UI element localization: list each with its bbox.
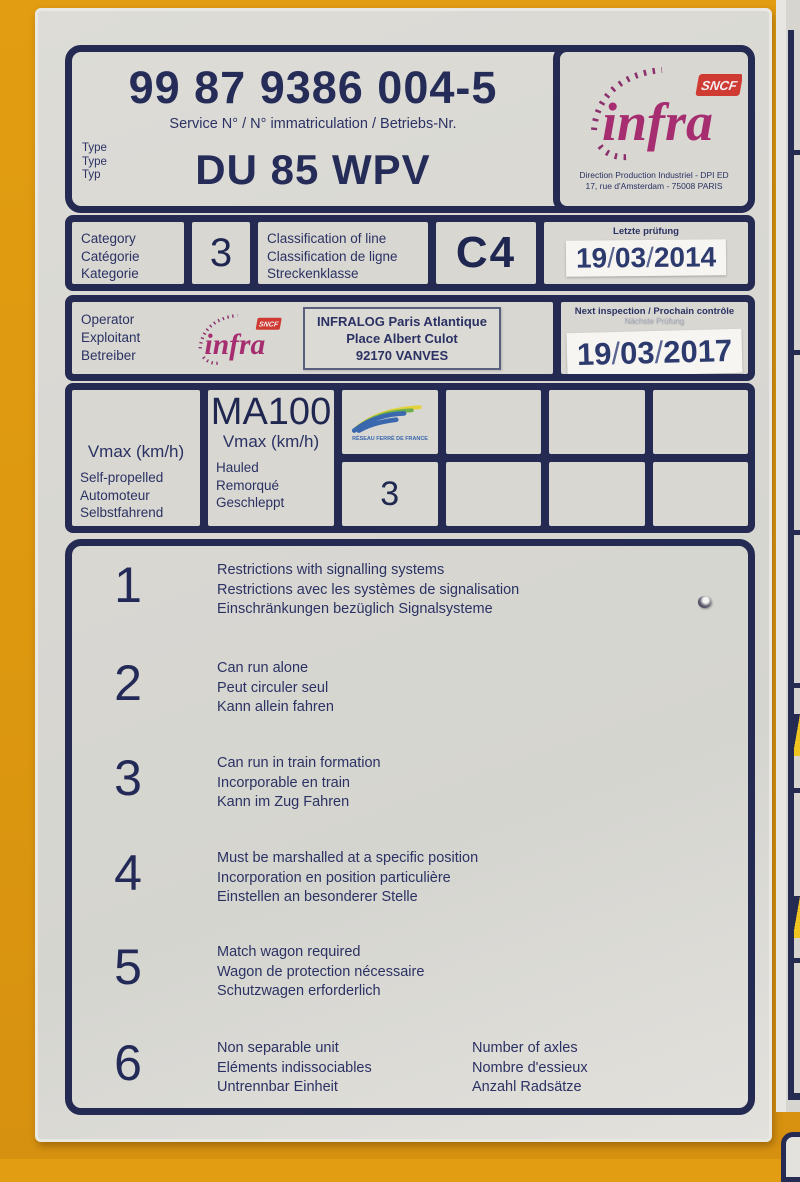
operator-cell (72, 302, 553, 374)
category-label-fr: Catégorie (81, 248, 140, 264)
operator-label-fr: Exploitant (81, 330, 141, 345)
id-section-left (72, 52, 554, 206)
vehicle-identification-plate (35, 8, 772, 1142)
type-label-fr: Type (82, 155, 107, 168)
infra-address (560, 170, 748, 191)
vmax-grid-empty-cell (446, 462, 542, 526)
restriction-number: 5 (114, 939, 142, 995)
classification-label-de: Streckenklasse (267, 266, 359, 281)
operator-name-line2: Place Albert Culot (346, 330, 458, 346)
restriction-fr: Wagon de protection nécessaire (217, 963, 425, 980)
vmax-section (65, 383, 755, 533)
vmax-self-propelled-cell (72, 390, 200, 526)
restriction-en: Restrictions with signalling systems (217, 562, 445, 578)
adjacent-cell-divider (792, 788, 800, 793)
restriction-fr: Incorporation en position particulière (217, 869, 451, 886)
axles-note-fr: Nombre d'essieux (472, 1059, 588, 1076)
category-label-de: Kategorie (81, 266, 139, 281)
restriction-text (217, 1039, 372, 1098)
infra-logo-box (553, 45, 755, 213)
restriction-number: 4 (114, 845, 142, 901)
category-row (65, 215, 755, 291)
vmax-hauled-en: Hauled (216, 460, 259, 475)
restriction-fr: Eléments indissociables (217, 1059, 372, 1076)
sncf-infra-logo-icon (566, 58, 742, 164)
vmax-grid-empty-cell (446, 390, 542, 454)
last-inspection-cell (544, 222, 748, 284)
restriction-text (217, 943, 424, 1002)
type-row (72, 140, 554, 202)
category-labels (72, 222, 184, 284)
restriction-number: 6 (114, 1035, 142, 1091)
warning-triangle-partial-icon (794, 896, 800, 938)
vmax-grid-empty-cell (549, 462, 645, 526)
operator-labels (72, 311, 173, 365)
adjacent-cell-divider (792, 683, 800, 688)
vmax-self-en: Self-propelled (80, 470, 164, 485)
restriction-en: Can run alone (217, 660, 309, 676)
restriction-number: 1 (114, 557, 142, 613)
operator-row (65, 295, 755, 381)
adjacent-plate-corner (781, 1132, 800, 1182)
restriction-fr: Restrictions avec les systèmes de signalisation (217, 581, 520, 598)
adjacent-plate-strip (776, 0, 800, 1112)
classification-labels (258, 222, 428, 284)
classification-value: C4 (436, 222, 536, 284)
id-section (65, 45, 755, 213)
next-inspection-sublabel: Nächste Prüfung (624, 317, 685, 326)
vmax-grid-empty-cell (653, 462, 749, 526)
next-inspection-cell (561, 302, 748, 374)
vmax-hauled-value: MA100 (210, 391, 332, 433)
axles-note-de: Anzahl Radsätze (472, 1079, 582, 1095)
adjacent-cell-divider (792, 350, 800, 355)
restriction-en: Match wagon required (217, 944, 361, 960)
vmax-hauled-title: Vmax (km/h) (222, 432, 320, 451)
vmax-hauled-cell (208, 390, 334, 526)
adjacent-cell-divider (792, 150, 800, 155)
operator-label-en: Operator (81, 312, 135, 327)
infra-logo-small-icon (181, 309, 285, 367)
vmax-self-fr: Automoteur (80, 487, 150, 503)
adjacent-cell-divider (792, 530, 800, 535)
operator-name-line1: INFRALOG Paris Atlantique (317, 313, 487, 329)
restriction-en: Non separable unit (217, 1040, 339, 1056)
restriction-en: Must be marshalled at a specific position (217, 850, 479, 866)
vmax-grid-empty-cell (653, 390, 749, 454)
next-inspection-date-sticker: 19/03/2017 (566, 329, 742, 374)
classification-label-en: Classification of line (267, 231, 387, 246)
restriction-text (217, 754, 381, 813)
vmax-hauled-de: Geschleppt (216, 495, 285, 510)
warning-triangle-partial-icon (794, 714, 800, 756)
vmax-hauled-fr: Remorqué (216, 477, 280, 493)
rivet (698, 596, 711, 608)
restriction-text (217, 849, 478, 908)
restriction-number: 3 (114, 750, 142, 806)
type-labels (82, 142, 107, 183)
type-value: DU 85 WPV (195, 146, 431, 193)
vmax-grid (342, 390, 748, 526)
svg-text:infra: infra (204, 328, 266, 361)
restriction-de: Schutzwagen erforderlich (217, 983, 381, 999)
vmax-grid-value: 3 (342, 462, 438, 526)
category-label-en: Category (81, 231, 136, 246)
infra-address-line1: Direction Production Industriel - DPI ED (579, 170, 729, 180)
rff-logo-cell (342, 390, 438, 454)
restriction-de: Einstellen an besonderer Stelle (217, 889, 418, 905)
restriction-fr: Incorporable en train (217, 774, 350, 791)
restriction-number: 2 (114, 655, 142, 711)
axles-note (472, 1039, 588, 1098)
restriction-text (217, 561, 519, 620)
type-label-en: Type (82, 142, 107, 154)
operator-label-de: Betreiber (81, 348, 136, 363)
vmax-self-title: Vmax (km/h) (87, 442, 185, 461)
adjacent-plate-bottom-border (788, 1093, 800, 1100)
adjacent-cell-divider (792, 958, 800, 963)
service-number-label: Service N° / N° immatriculation / Betriebs-Nr. (169, 116, 457, 132)
svg-text:RÉSEAU FERRÉ DE FRANCE: RÉSEAU FERRÉ DE FRANCE (351, 435, 428, 442)
type-label-de: Typ (82, 169, 101, 181)
restriction-en: Can run in train formation (217, 755, 381, 771)
restriction-fr: Peut circuler seul (217, 679, 329, 696)
restriction-de: Kann im Zug Fahren (217, 794, 350, 810)
vmax-hauled-labels (208, 459, 334, 512)
vmax-grid-empty-cell (549, 390, 645, 454)
svg-text:SNCF: SNCF (258, 320, 279, 329)
vmax-self-labels (72, 469, 200, 522)
last-inspection-date-sticker: 19/03/2014 (566, 239, 726, 276)
svg-text:infra: infra (602, 92, 714, 152)
restriction-de: Untrennbar Einheit (217, 1079, 338, 1095)
classification-label-fr: Classification de ligne (267, 248, 398, 264)
vmax-self-de: Selbstfahrend (80, 505, 164, 520)
operator-name-line3: 92170 VANVES (355, 347, 449, 363)
restrictions-section (65, 539, 755, 1115)
axles-note-en: Number of axles (472, 1040, 578, 1056)
svg-text:SNCF: SNCF (700, 78, 739, 93)
service-number: 99 87 9386 004-5 (128, 62, 498, 113)
restriction-text (217, 659, 334, 718)
operator-name-box (303, 307, 501, 370)
infra-address-line2: 17, rue d'Amsterdam - 75008 PARIS (585, 180, 723, 191)
restriction-de: Einschränkungen bezüglich Signalsysteme (217, 601, 493, 617)
category-value: 3 (192, 222, 250, 284)
last-inspection-label: Letzte prüfung (613, 226, 679, 237)
next-inspection-label: Next inspection / Prochain contrôle (574, 306, 735, 317)
rff-logo-icon (351, 401, 429, 443)
restriction-de: Kann allein fahren (217, 699, 334, 715)
